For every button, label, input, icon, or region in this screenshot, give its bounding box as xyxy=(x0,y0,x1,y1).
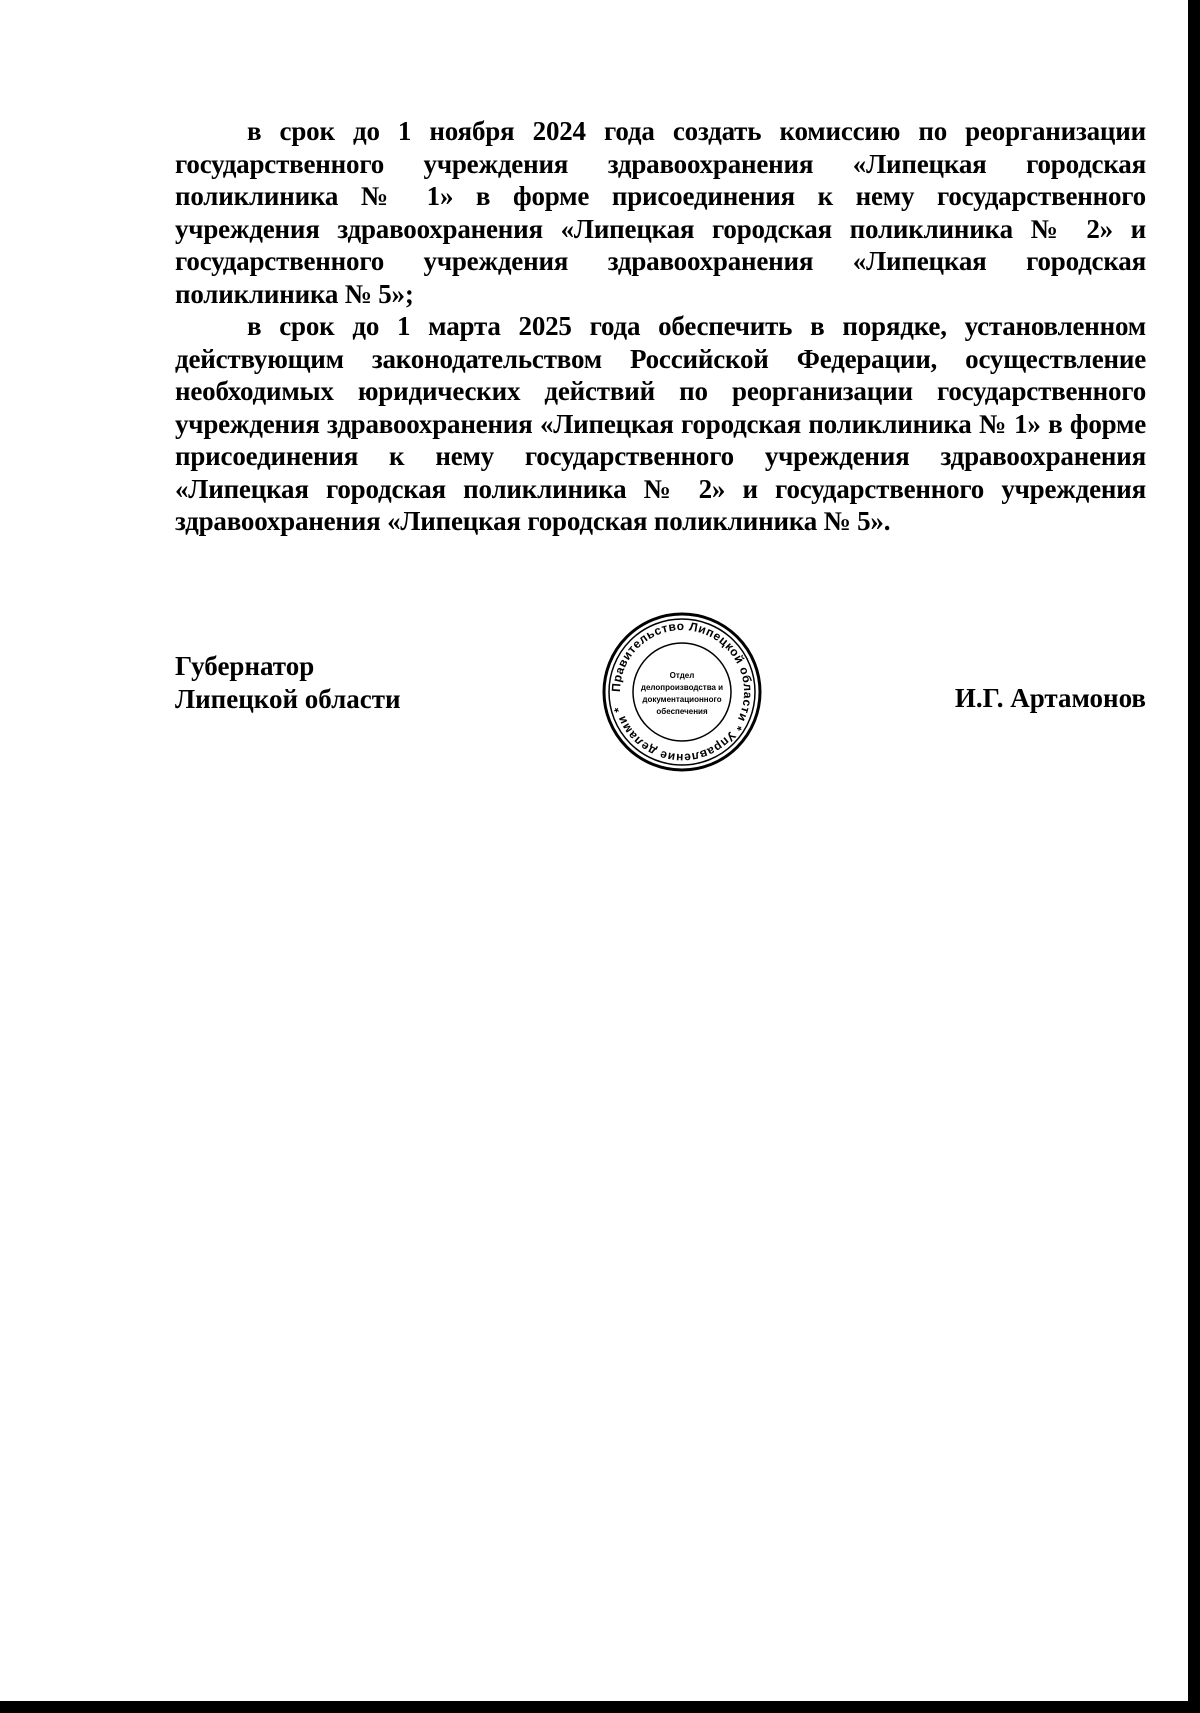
signature-block xyxy=(175,618,1146,780)
official-stamp xyxy=(600,610,764,774)
signatory-name: И.Г. Артамонов xyxy=(954,683,1146,713)
signatory-title xyxy=(175,650,401,715)
document-body xyxy=(175,115,1146,538)
paragraph-legal-actions: в срок до 1 марта 2025 года обеспечить в порядке, установленном действующим законодательством Российской Федерации, осуществление необходимых юридических действий по реорганизации государственного учреждения здравоохранения «Липецкая городская поликлиника № 1» в форме присоединения к нему государственного учреждения здравоохранения «Липецкая городская поликлиника № 2» и государственного учреждения здравоохранения «Липецкая городская поликлиника № 5». xyxy=(175,311,1146,536)
signatory-title-line2: Липецкой области xyxy=(175,683,401,714)
svg-text:Правительство Липецкой области xyxy=(609,619,755,765)
scan-border-bottom xyxy=(0,1701,1200,1713)
stamp-center-line2: делопроизводства и xyxy=(640,683,724,692)
signatory-title-line1: Губернатор xyxy=(175,651,315,681)
stamp-center-line1: Отдел xyxy=(669,671,695,680)
scan-border-right xyxy=(1188,0,1200,1713)
paragraph-commission: в срок до 1 ноября 2024 года создать комиссию по реорганизации государственного учреждения здравоохранения «Липецкая городская поликлиника № 1» в форме присоединения к нему государственного учреждения здравоохранения «Липецкая городская поликлиника № 2» и государственного учреждения здравоохранения «Липецкая городская поликлиника № 5»; xyxy=(175,116,1146,309)
stamp-ring-text: Правительство Липецкой области * Управление делами * xyxy=(608,618,756,766)
stamp-center-line4: обеспечения xyxy=(656,707,708,716)
stamp-center-line3: документационного xyxy=(642,695,722,704)
